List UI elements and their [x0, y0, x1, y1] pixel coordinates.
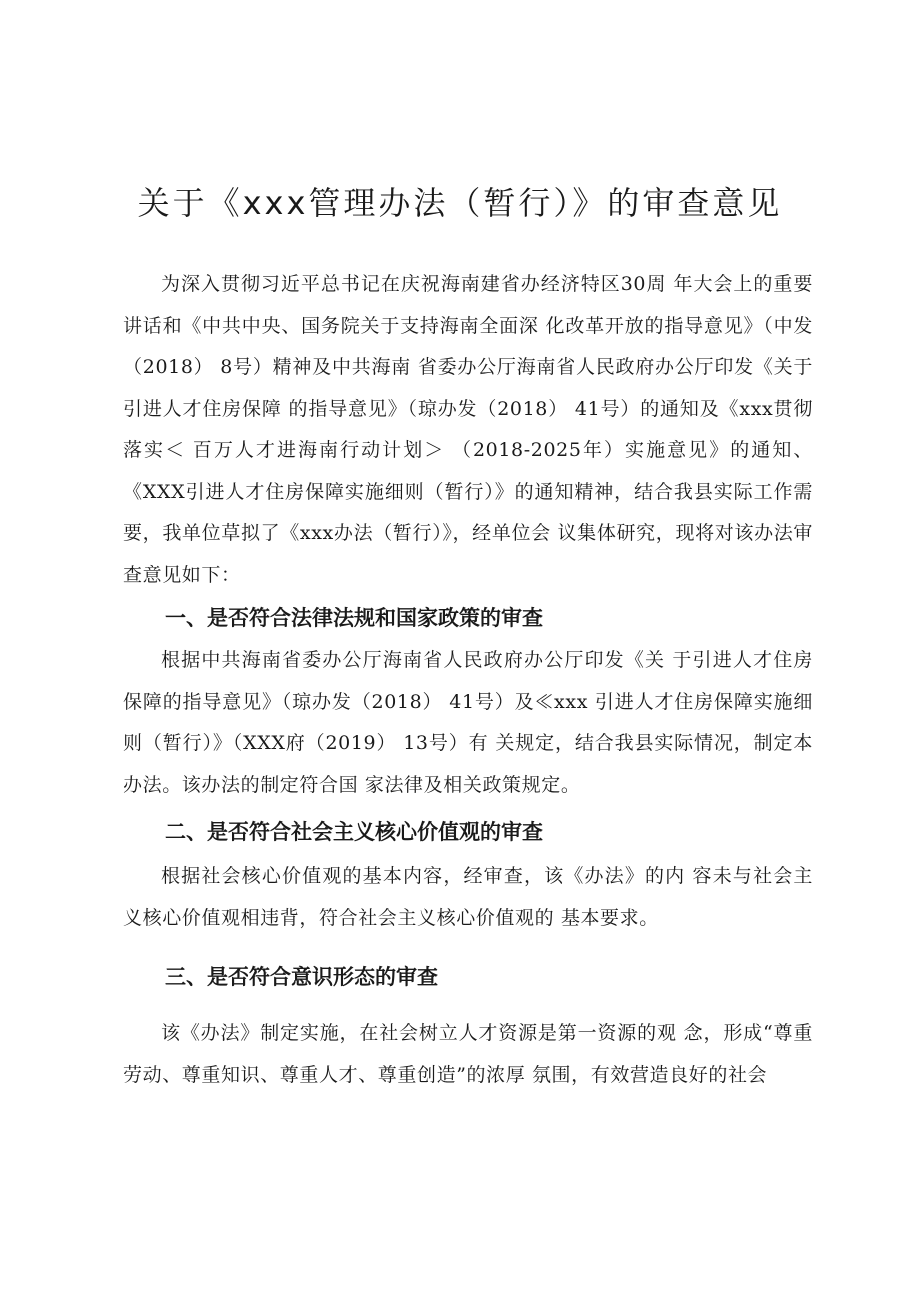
section-3-heading: 三、是否符合意识形态的审查 — [165, 965, 438, 989]
section-1-heading: 一、是否符合法律法规和国家政策的审查 — [165, 606, 543, 630]
intro-paragraph: 为深入贯彻习近平总书记在庆祝海南建省办经济特区30周 年大会上的重要讲话和《中共中央、国务院关于支持海南全面深 化改革开放的指导意见》（中发（2018） 8号）精神及中共海南 省委办公厅海南省人民政府办公厅印发《关于引进人才住房保障 的指导意见》（琼办发（2018） 41号）的通知及《xxx贯彻落实＜ 百万人才进海南行动计划＞ （2018-2025年）实施意见》的通知、 《XXX引进人才住房保障实施细则（暂行）》的通知精神，结合我县实际工作需要，我单位草拟了《xxx办法（暂行）》，经单位会 议集体研究，现将对该办法审查意见如下： — [123, 273, 813, 586]
document-body — [123, 264, 813, 1096]
section-2-heading: 二、是否符合社会主义核心价值观的审查 — [165, 820, 543, 844]
section-3-paragraph: 该《办法》制定实施，在社会树立人才资源是第一资源的观 念，形成“尊重劳动、尊重知识、尊重人才、尊重创造”的浓厚 氛围，有效营造良好的社会 — [123, 1022, 813, 1086]
section-1-paragraph: 根据中共海南省委办公厅海南省人民政府办公厅印发《关 于引进人才住房保障的指导意见》（琼办发（2018） 41号）及≪xxx 引进人才住房保障实施细则（暂行）》（XXX府（2019） 13号）有 关规定，结合我县实际情况，制定本办法。该办法的制定符合国 家法律及相关政策规定。 — [123, 649, 813, 796]
section-2-paragraph: 根据社会核心价值观的基本内容，经审查，该《办法》的内 容未与社会主义核心价值观相违背，符合社会主义核心价值观的 基本要求。 — [123, 865, 813, 929]
document-title: 关于《xxx管理办法（暂行）》的审查意见 — [137, 184, 783, 222]
